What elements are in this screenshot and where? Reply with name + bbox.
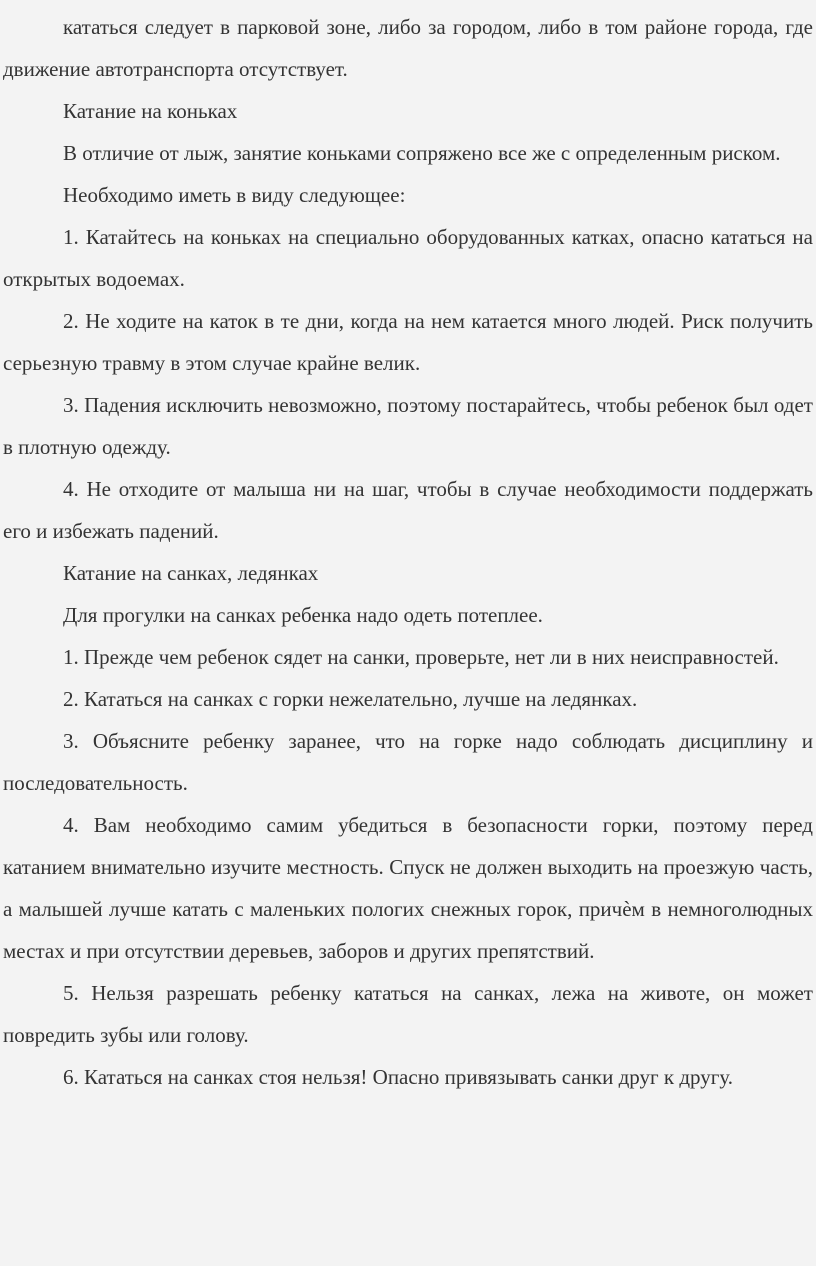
- skating-item-4: 4. Не отходите от малыша ни на шаг, чтобы в случае необходимости поддержать его и избежать падений.: [3, 477, 813, 543]
- paragraph-skating-risk: В отличие от лыж, занятие коньками сопряжено все же с определенным риском.: [63, 141, 781, 165]
- paragraph-dress-warm: Для прогулки на санках ребенка надо одеть потеплее.: [63, 603, 543, 627]
- paragraph-continuation: кататься следует в парковой зоне, либо за городом, либо в том районе города, где движение автотранспорта отсутствует.: [3, 15, 813, 81]
- sledding-item-5: 5. Нельзя разрешать ребенку кататься на санках, лежа на животе, он может повредить зубы или голову.: [3, 981, 813, 1047]
- heading-skating: Катание на коньках: [63, 99, 238, 123]
- skating-item-1: 1. Катайтесь на коньках на специально оборудованных катках, опасно кататься на открытых водоемах.: [3, 225, 813, 291]
- sledding-item-6: 6. Кататься на санках стоя нельзя! Опасно привязывать санки друг к другу.: [63, 1065, 734, 1089]
- sledding-item-4: 4. Вам необходимо самим убедиться в безопасности горки, поэтому перед катанием внимательно изучите местность. Спуск не должен выходить на проезжую часть, а малышей лучше катать с маленьких пологих снежных горок, причѐм в немноголюдных местах и при отсутствии деревьев, заборов и других препятствий.: [3, 813, 813, 963]
- sledding-item-3: 3. Объясните ребенку заранее, что на горке надо соблюдать дисциплину и последовательность.: [3, 729, 813, 795]
- sledding-item-2: 2. Кататься на санках с горки нежелательно, лучше на ледянках.: [63, 687, 638, 711]
- heading-sledding: Катание на санках, ледянках: [63, 561, 319, 585]
- skating-item-3: 3. Падения исключить невозможно, поэтому постарайтесь, чтобы ребенок был одет в плотную одежду.: [3, 393, 813, 459]
- skating-item-2: 2. Не ходите на каток в те дни, когда на нем катается много людей. Риск получить серьезную травму в этом случае крайне велик.: [3, 309, 813, 375]
- sledding-item-1: 1. Прежде чем ребенок сядет на санки, проверьте, нет ли в них неисправностей.: [63, 645, 779, 669]
- document-body: [3, 6, 813, 1098]
- paragraph-keep-in-mind: Необходимо иметь в виду следующее:: [63, 183, 406, 207]
